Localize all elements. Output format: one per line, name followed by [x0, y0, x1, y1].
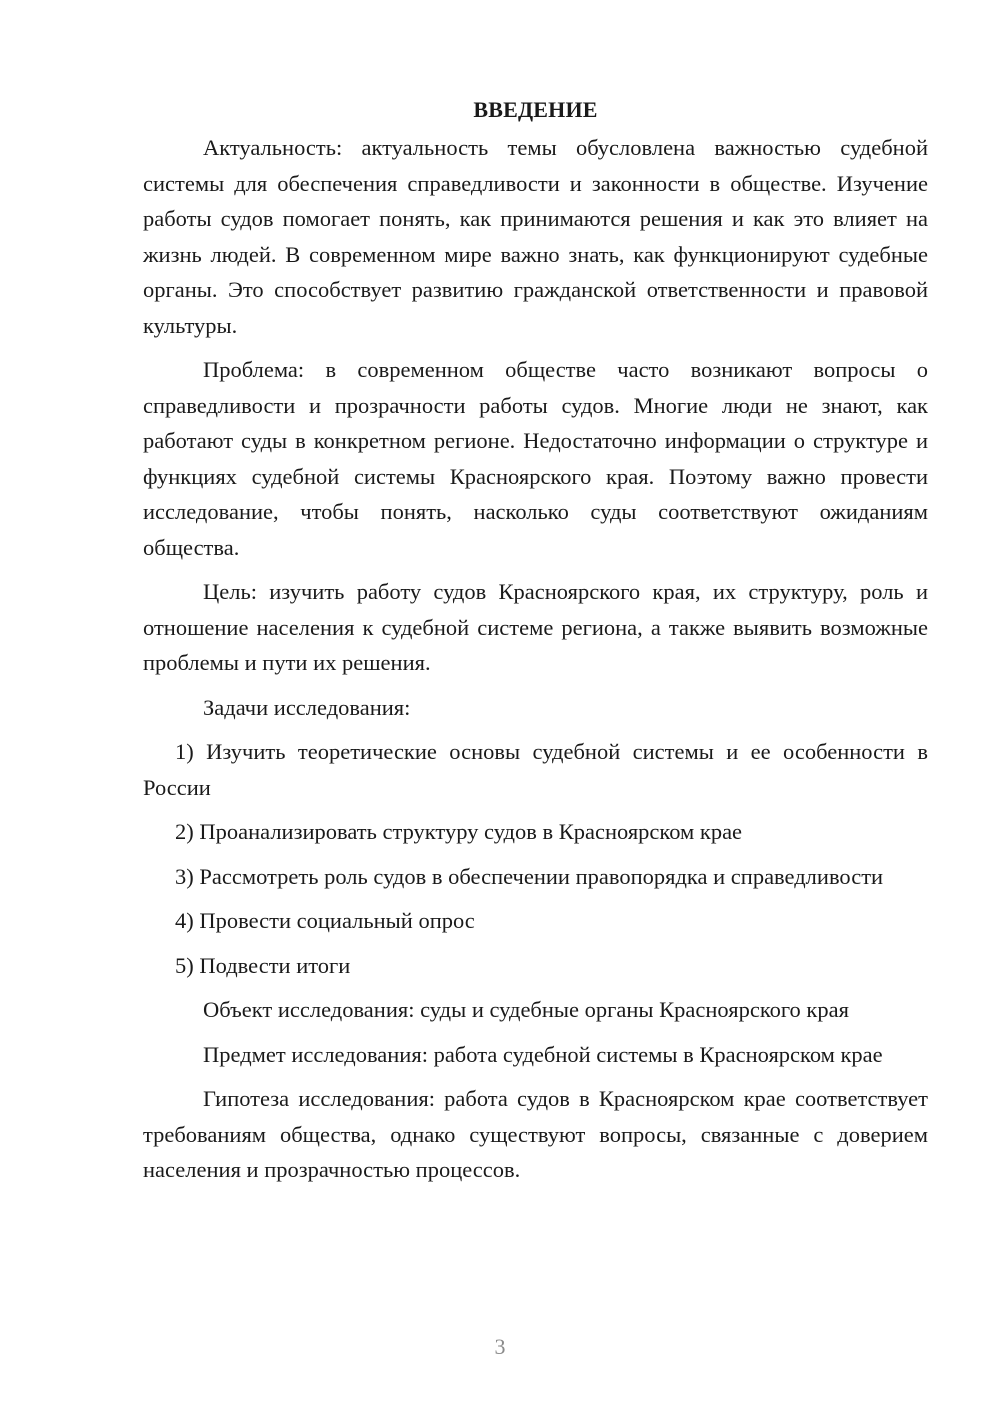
document-page: [143, 92, 928, 1197]
goal-paragraph: Цель: изучить работу судов Красноярского края, их структуру, роль и отношение населения к судебной системе региона, а также выявить возможные проблемы и пути их решения.: [143, 579, 928, 675]
tasks-heading: Задачи исследования:: [203, 694, 411, 720]
hypothesis-paragraph: Гипотеза исследования: работа судов в Красноярском крае соответствует требованиям общества, однако существуют вопросы, связанные с доверием населения и прозрачностью процессов.: [143, 1086, 928, 1182]
page-title: ВВЕДЕНИЕ: [473, 97, 598, 122]
task-item-4: 4) Провести социальный опрос: [175, 908, 475, 933]
subject-paragraph: Предмет исследования: работа судебной системы в Красноярском крае: [203, 1041, 883, 1067]
relevance-paragraph: Актуальность: актуальность темы обусловлена важностью судебной системы для обеспечения справедливости и законности в обществе. Изучение работы судов помогает понять, как принимаются решения и как это влияет на жизнь людей. В современном мире важно знать, как функционируют судебные органы. Это способствует развитию гражданской ответственности и правовой культуры.: [143, 135, 928, 338]
task-item-1: 1) Изучить теоретические основы судебной системы и ее особенности в России: [143, 739, 928, 800]
problem-paragraph: Проблема: в современном обществе часто возникают вопросы о справедливости и прозрачности работы судов. Многие люди не знают, как работают суды в конкретном регионе. Недостаточно информации о структуре и функциях судебной системы Красноярского края. Поэтому важно провести исследование, чтобы понять, насколько суды соответствуют ожиданиям общества.: [143, 357, 928, 560]
task-item-3: 3) Рассмотреть роль судов в обеспечении правопорядка и справедливости: [175, 863, 884, 889]
task-item-5: 5) Подвести итоги: [175, 952, 351, 978]
page-number: 3: [494, 1334, 506, 1359]
task-item-2: 2) Проанализировать структуру судов в Красноярском крае: [175, 819, 743, 844]
object-paragraph: Объект исследования: суды и судебные органы Красноярского края: [203, 997, 849, 1022]
